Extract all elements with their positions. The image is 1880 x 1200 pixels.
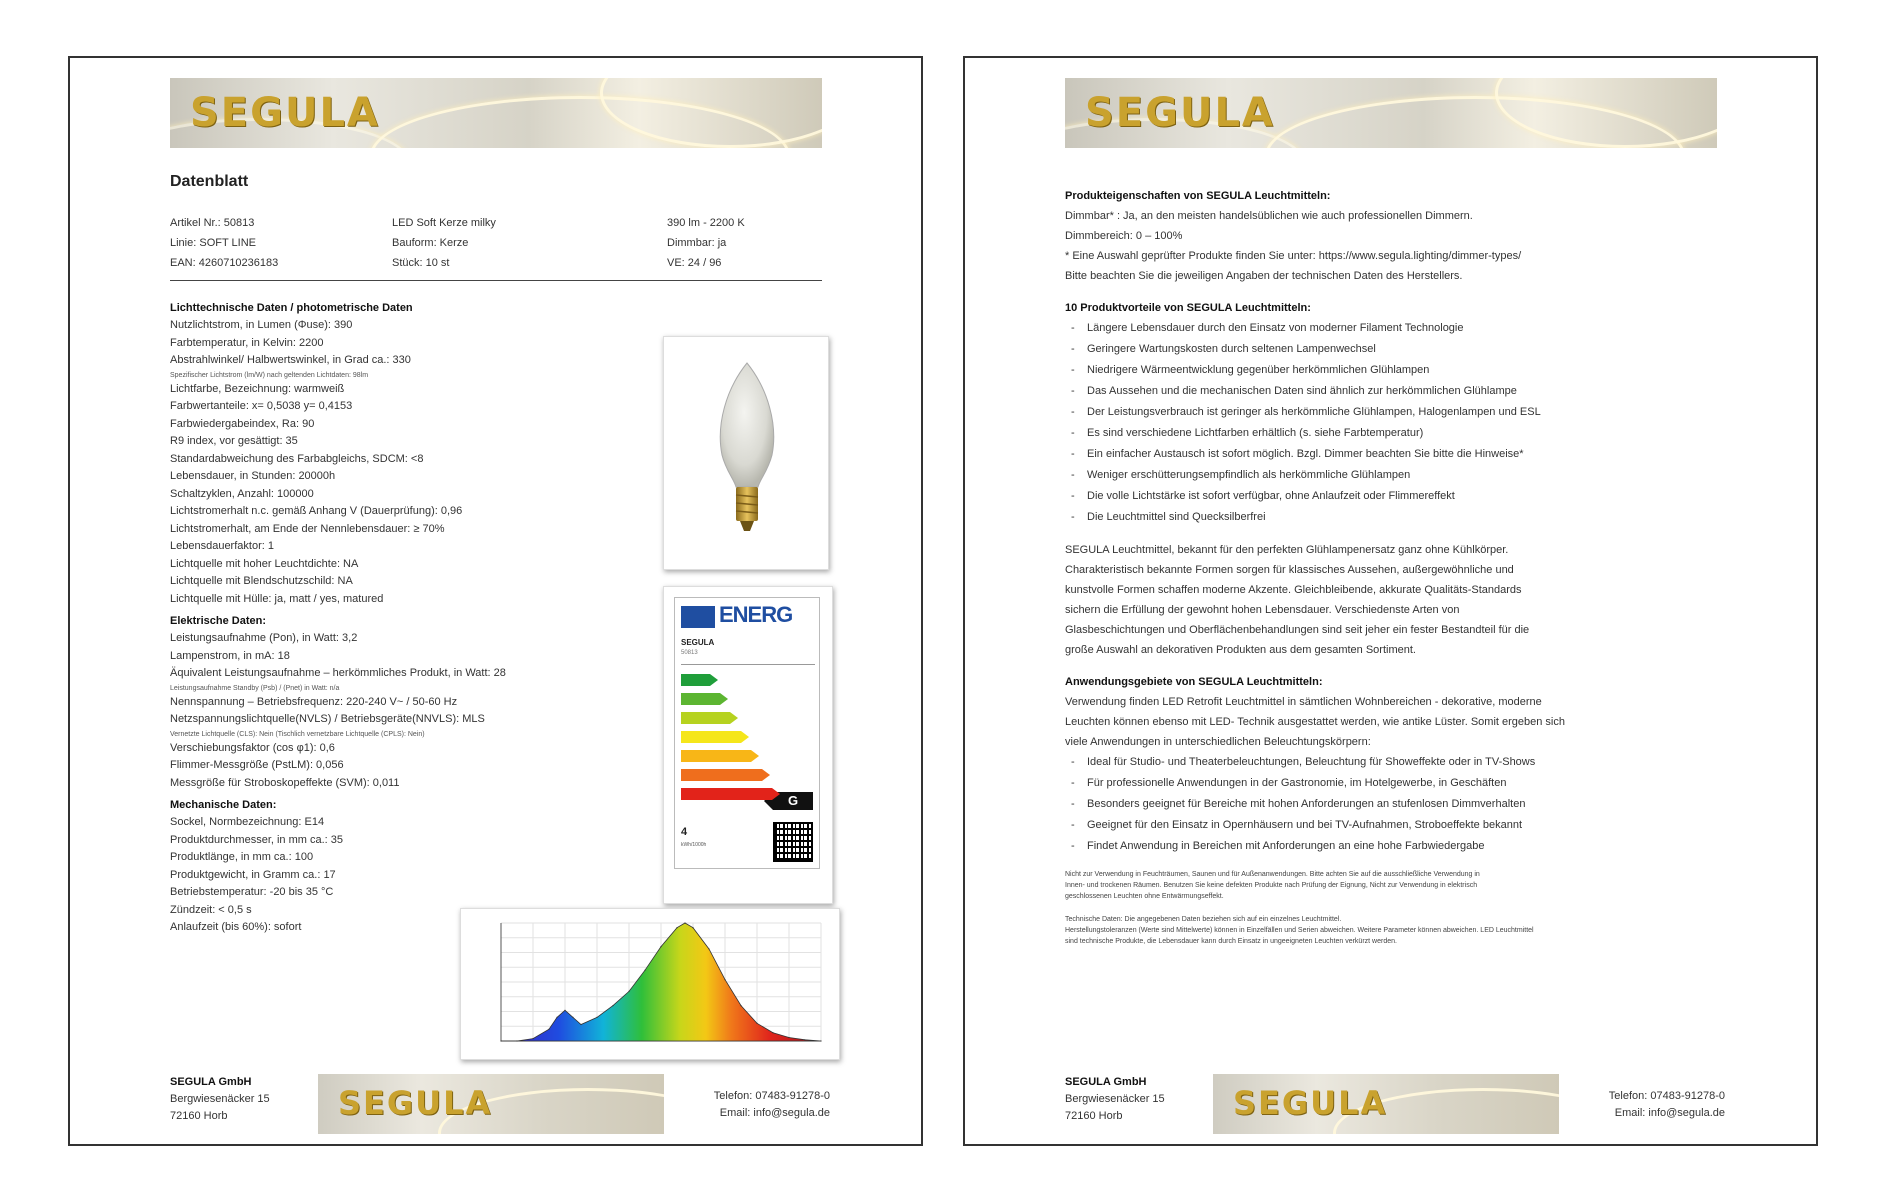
spec-line: Lebensdauerfaktor: 1 [170,540,274,552]
fine-print: Innen- und trockenen Räumen. Benutzen Sie keine defekten Produkte nach Prüfung der Eignung, Nicht zur Verwendung in elektrisch [1065,882,1478,889]
paragraph-line: Leuchten können ebenso mit LED- Technik ausgestattet werden, wie antike Lüster. Somit ergeben sich [1065,716,1565,728]
spec-line: Nutzlichtstrom, in Lumen (Φuse): 390 [170,319,353,331]
phone-number: Telefon: 07483-91278-0 [713,1090,830,1102]
spec-line: Standardabweichung des Farbabgleichs, SDCM: <8 [170,452,424,465]
spec-line: Lichtquelle mit Blendschutzschild: NA [170,575,353,587]
dimmable: Dimmbar: ja [667,237,727,249]
spectrum-point [500,1040,501,1041]
shape: Bauform: Kerze [392,237,469,249]
list-item: - Besonders geeignet für Bereiche mit hohen Anforderungen an stufenlosen Dimmverhalten [1087,794,1717,815]
list-item: - Die Leuchtmittel sind Quecksilberfrei [1087,507,1717,528]
list-item: - Geeignet für den Einsatz in Opernhäusern und bei TV-Aufnahmen, Stroboeffekte bekannt [1087,815,1717,836]
company-address [1065,1074,1165,1125]
spec-line: Netzspannungslichtquelle(NVLS) / Betriebsgeräte(NNVLS): MLS [170,713,485,725]
list-item: - Findet Anwendung in Bereichen mit Anforderungen an eine hohe Farbwiedergabe [1087,836,1717,857]
paragraph-line: Bitte beachten Sie die jeweiligen Angaben der technischen Daten des Herstellers. [1065,270,1463,282]
footer-banner [318,1074,664,1134]
paragraph-line: Glasbeschichtungen und Oberflächenbehandlungen sind seit jeher ein fester Bestandteil für die [1065,624,1530,636]
section-heading: Produkteigenschaften von SEGULA Leuchtmitteln: [1065,190,1331,202]
spec-line: Lichtstromerhalt n.c. gemäß Anhang V (Dauerprüfung): 0,96 [170,505,463,517]
spectrum-point [660,946,661,947]
spec-line: Verschiebungsfaktor (cos φ1): 0,6 [170,741,335,754]
paragraph-line: SEGULA Leuchtmittel, bekannt für den perfekten Glühlampenersatz ganz ohne Kühlkörper. [1065,544,1509,556]
ean-code: EAN: 4260710236183 [170,257,279,269]
list-item: - Das Aussehen und die mechanischen Daten sind ähnlich zur herkömmlichen Glühlampe [1087,381,1717,402]
company-street: Bergwiesenäcker 15 [1065,1093,1165,1105]
bullet-list [1065,752,1717,857]
spec-line: Sockel, Normbezeichnung: E14 [170,816,325,828]
spectrum-point [644,970,645,971]
section-heading: Anwendungsgebiete von SEGULA Leuchtmitteln: [1065,676,1323,688]
company-contact [1609,1088,1725,1122]
spec-line: Lichtfarbe, Bezeichnung: warmweiß [170,382,345,395]
spectrum-point [596,1017,597,1018]
product-photo [663,336,829,570]
list-item: - Niedrigere Wärmeentwicklung gegenüber herkömmlichen Glühlampen [1087,360,1717,381]
spectrum-chart [461,909,841,1061]
spec-line: Farbwiedergabeindex, Ra: 90 [170,417,315,430]
spectrum-chart-frame [460,908,840,1060]
spec-line: Flimmer-Messgröße (PstLM): 0,056 [170,759,344,771]
packaging-unit: VE: 24 / 96 [667,257,722,269]
spectrum-point [548,1029,549,1030]
footer-banner [1213,1074,1559,1134]
spectrum-point [772,1032,773,1033]
brand-banner [170,78,822,148]
fine-print: Herstellungstoleranzen (Werte sind Mittelwerte) können in Einzelfällen und Serien abweichen. Weitere Parameter können abweichen. LED Leuchtmittel [1065,927,1534,934]
page-title: Datenblatt [170,173,249,190]
spec-line: Leistungsaufnahme Standby (Psb) / (Pnet) in Watt: n/a [170,684,340,692]
spectrum-point [564,1010,565,1011]
header-row [170,233,822,253]
spectrum-point [804,1039,805,1040]
email-address[interactable]: Email: info@segula.de [1614,1107,1725,1119]
section-heading: Lichttechnische Daten / photometrische Daten [170,302,413,314]
spec-line: R9 index, vor gesättigt: 35 [170,435,298,447]
paragraph-line: viele Anwendungen in unterschiedlichen Beleuchtungskörpern: [1065,736,1371,748]
list-item: - Die volle Lichtstärke ist sofort verfügbar, ohne Anlaufzeit oder Flimmereffekt [1087,486,1717,507]
lumen-kelvin: 390 lm - 2200 K [667,217,745,229]
paragraph-line: Verwendung finden LED Retrofit Leuchtmittel in sämtlichen Wohnbereichen - dekorative, moderne [1065,696,1542,708]
energy-word: ENERG [719,602,793,627]
list-item: - Längere Lebensdauer durch den Einsatz von moderner Filament Technologie [1087,318,1717,339]
product-header [170,213,822,273]
spectrum-point [556,1017,557,1018]
qr-code-icon [773,822,813,862]
product-line: Linie: SOFT LINE [170,237,256,249]
list-item: - Geringere Wartungskosten durch seltenen Lampenwechsel [1087,339,1717,360]
spec-line: Lebensdauer, in Stunden: 20000h [170,470,336,482]
company-name: SEGULA GmbH [170,1076,252,1088]
energy-class-b-bar [681,693,720,705]
spec-line: Farbwertanteile: x= 0,5038 y= 0,4153 [170,400,353,412]
list-item: - Ideal für Studio- und Theaterbeleuchtungen, Beleuchtung für Showeffekte oder in TV-Shows [1087,752,1717,773]
spec-line: Messgröße für Stroboskopeffekte (SVM): 0,011 [170,776,400,789]
spectrum-point [740,1005,741,1006]
specification-list [170,300,640,937]
candle-bulb-image [664,337,830,571]
spectrum-point [684,922,685,923]
paragraph-line: Charakteristisch bekannte Formen sorgen für klassisches Aussehen, außergewöhnliche und [1065,564,1514,576]
spec-line: Schaltzyklen, Anzahl: 100000 [170,487,314,500]
spectrum-point [756,1023,757,1024]
list-item: - Für professionelle Anwendungen in der Gastronomie, im Hotelgewerbe, in Geschäften [1087,773,1717,794]
spec-line: Spezifischer Lichtstrom (lm/W) nach geltenden Lichtdaten: 98lm [170,371,369,379]
label-brand: SEGULA [681,638,715,647]
section-heading: Elektrische Daten: [170,615,266,627]
energy-class-marker: G [773,792,813,810]
spectrum-point [676,927,677,928]
paragraph-line: kunstvolle Formen schaffen moderne Akzente. Gleichbleibende, akkurate Qualitäts-Standards [1065,584,1522,596]
paragraph-line: große Auswahl an dekorativen Produkten aus dem gesamten Sortiment. [1065,644,1416,656]
spec-line: Lampenstrom, in mA: 18 [170,649,290,662]
spec-line: Betriebstemperatur: -20 bis 35 °C [170,886,334,898]
spec-line: Produktdurchmesser, in mm ca.: 35 [170,833,344,846]
spectrum-point [820,1040,821,1041]
spectrum-point [532,1038,533,1039]
kwh-unit: kWh/1000h [681,842,707,848]
company-street: Bergwiesenäcker 15 [170,1093,270,1105]
header-row [170,213,822,233]
bullet-list [1065,318,1717,528]
fine-print: Technische Daten: Die angegebenen Daten beziehen sich auf ein einzelnes Leuchtmittel. [1065,916,1342,923]
company-contact [714,1088,830,1122]
fine-print: geschlossenen Leuchten ohne Entwärmungseffekt. [1065,893,1224,900]
spectrum-point [580,1024,581,1025]
segula-logo: SEGULA [1233,1084,1388,1122]
company-city: 72160 Horb [1065,1110,1123,1122]
fine-print: Nicht zur Verwendung in Feuchträumen, Saunen und für Außenanwendungen. Bitte achten Sie auf die ausschließliche Verwendung in [1065,871,1480,878]
paragraph-line: Dimmbereich: 0 – 100% [1065,230,1183,242]
spectrum-point [692,927,693,928]
segula-logo: SEGULA [338,1084,493,1122]
spec-line: Lichtquelle mit Hülle: ja, matt / yes, matured [170,592,384,605]
spectrum-point [724,979,725,980]
label-model: 50813 [681,650,698,656]
paragraph-line: Dimmbar* : Ja, an den meisten handelsüblichen wie auch professionellen Dimmern. [1065,210,1473,222]
spec-line: Lichtquelle mit hoher Leuchtdichte: NA [170,557,359,570]
list-item: - Ein einfacher Austausch ist sofort möglich. Bzgl. Dimmer beachten Sie bitte die Hinweise* [1087,444,1717,465]
company-name: SEGULA GmbH [1065,1076,1147,1088]
datasheet-page-2 [963,56,1818,1146]
page-footer [170,1074,830,1136]
energy-class-a-bar [681,674,710,686]
section-heading: 10 Produktvorteile von SEGULA Leuchtmitteln: [1065,302,1311,314]
spec-line: Nennspannung – Betriebsfrequenz: 220-240 V~ / 50-60 Hz [170,695,458,708]
spectrum-point [788,1037,789,1038]
spectrum-point [612,1005,613,1006]
company-address [170,1074,270,1125]
spec-line: Produktlänge, in mm ca.: 100 [170,851,314,863]
product-name: LED Soft Kerze milky [392,217,496,229]
eu-flag-icon [681,606,715,628]
spectrum-point [708,948,709,949]
list-item: - Der Leistungsverbrauch ist geringer als herkömmliche Glühlampen, Halogenlampen und ESL [1087,402,1717,423]
energy-class-f-bar [681,769,762,781]
divider [170,280,822,281]
energy-class-e-bar [681,750,751,762]
spec-line: Lichtstromerhalt, am Ende der Nennlebensdauer: ≥ 70% [170,522,445,535]
product-description [1065,186,1717,947]
brand-banner [1065,78,1717,148]
fine-print: sind technische Produkte, die Lebensdauer kann durch Einsatz in ungeeigneten Leuchten verkürzt werden. [1065,938,1397,945]
spec-line: Farbtemperatur, in Kelvin: 2200 [170,336,324,349]
email-address[interactable]: Email: info@segula.de [719,1107,830,1119]
kwh-value: 4 [681,826,688,838]
energy-class-c-bar [681,712,730,724]
spectrum-point [516,1040,517,1041]
spec-line: Äquivalent Leistungsaufnahme – herkömmliches Produkt, in Watt: 28 [170,667,506,679]
company-city: 72160 Horb [170,1110,228,1122]
spectrum-point [628,991,629,992]
energy-label [674,597,820,869]
header-row [170,253,822,273]
spec-line: Anlaufzeit (bis 60%): sofort [170,921,302,933]
segula-logo: SEGULA [1085,90,1275,136]
spectrum-point [572,1017,573,1018]
energy-class-d-bar [681,731,741,743]
section-heading: Mechanische Daten: [170,799,277,811]
spec-line: Zündzeit: < 0,5 s [170,903,252,916]
spec-line: Abstrahlwinkel/ Halbwertswinkel, in Grad ca.: 330 [170,354,411,366]
pieces: Stück: 10 st [392,257,450,269]
list-item: - Weniger erschütterungsempfindlich als herkömmliche Glühlampen [1087,465,1717,486]
paragraph-line: * Eine Auswahl geprüfter Produkte finden Sie unter: https://www.segula.lighting/dimmer-types/ [1065,250,1522,262]
spec-line: Leistungsaufnahme (Pon), in Watt: 3,2 [170,632,358,644]
energy-class-g-bar [681,788,772,800]
paragraph-line: sichern die Erfüllung der gewohnt hohen Lebensdauer. Verschiedenste Arten von [1065,604,1460,616]
page-footer [1065,1074,1725,1136]
spec-line: Produktgewicht, in Gramm ca.: 17 [170,868,336,881]
datasheet-page-1 [68,56,923,1146]
segula-logo: SEGULA [190,90,380,136]
spec-line: Vernetzte Lichtquelle (CLS): Nein (Tischlich vernetzbare Lichtquelle (CPLS): Nein) [170,730,425,738]
list-item: - Es sind verschiedene Lichtfarben erhältlich (s. siehe Farbtemperatur) [1087,423,1717,444]
phone-number: Telefon: 07483-91278-0 [1608,1090,1725,1102]
article-number: Artikel Nr.: 50813 [170,217,255,229]
energy-label-frame [663,586,833,904]
